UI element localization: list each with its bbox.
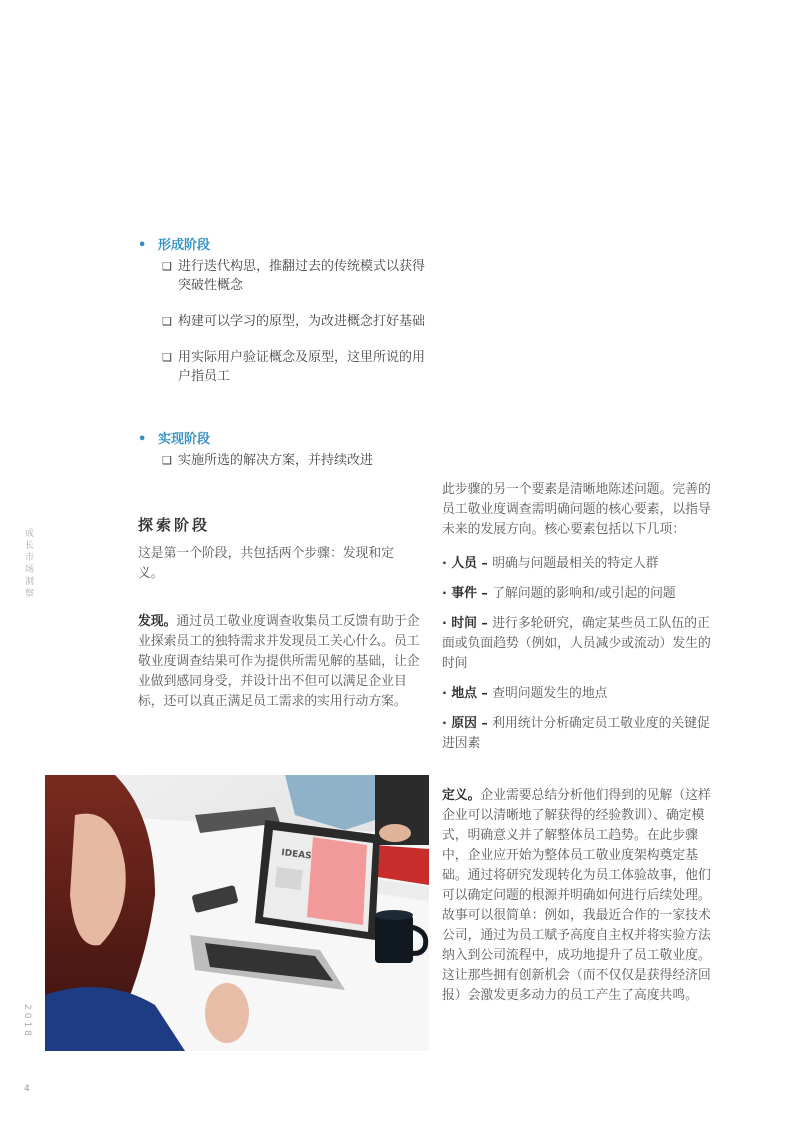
core-element-text: 了解问题的影响和/或引起的问题 xyxy=(492,586,676,601)
core-element-item: · 时间 – 进行多轮研究，确定某些员工队伍的正面或负面趋势（例如，人员减少或流动）发生的时间 xyxy=(442,616,711,671)
sidebar-report-title: 成长市场洞察 xyxy=(23,528,33,600)
core-element-text: 查明问题发生的地点 xyxy=(492,686,608,701)
core-element-item: · 人员 – 明确与问题最相关的特定人群 xyxy=(442,556,659,571)
list-item-text: 进行迭代构思，推翻过去的传统模式以获得突破性概念 xyxy=(178,259,426,293)
checkbox-bullet-icon: ❑ xyxy=(162,260,172,273)
explore-intro: 这是第一个阶段，共包括两个步骤：发现和定义。 xyxy=(138,546,394,581)
explore-section-title: 探索阶段 xyxy=(138,516,211,534)
core-element-text: 利用统计分析确定员工敬业度的关键促进因素 xyxy=(442,716,710,751)
discovery-text: 通过员工敬业度调查收集员工反馈有助于企业探索员工的独特需求并发现员工关心什么。员工敬业度调查结果可作为提供所需见解的基础，让企业做到感同身受，并设计出不但可以满足企业目标，还可以真正满足员工需求的实用行动方案。 xyxy=(138,614,420,709)
list-item xyxy=(162,312,428,331)
realization-phase-title: 实现阶段 xyxy=(158,432,211,447)
core-element-item: · 事件 – 了解问题的影响和/或引起的问题 xyxy=(442,586,676,601)
core-element-label: 时间 xyxy=(451,616,477,631)
definition-label: 定义。 xyxy=(442,788,481,803)
discovery-paragraph xyxy=(138,612,422,712)
list-item-text: 实施所选的解决方案，并持续改进 xyxy=(178,453,374,468)
discovery-label: 发现。 xyxy=(138,614,177,629)
core-element-text: 进行多轮研究，确定某些员工队伍的正面或负面趋势（例如，人员减少或流动）发生的时间 xyxy=(442,616,711,671)
core-element-item: · 原因 – 利用统计分析确定员工敬业度的关键促进因素 xyxy=(442,716,710,751)
laptop-screen-text: IDEAS xyxy=(280,848,313,862)
formation-phase-heading xyxy=(138,236,428,255)
list-item xyxy=(162,257,428,295)
sidebar-year: 2018 xyxy=(22,1004,32,1039)
definition-paragraph xyxy=(442,786,714,1006)
core-element-label: 地点 xyxy=(451,686,477,701)
realization-phase-heading xyxy=(138,430,428,449)
meeting-photo-illustration xyxy=(45,775,429,1051)
page-number: 4 xyxy=(24,1084,30,1094)
core-element-label: 原因 xyxy=(451,716,477,731)
checkbox-bullet-icon: ❑ xyxy=(162,351,172,364)
bullet-icon: • xyxy=(138,432,147,447)
core-elements-intro: 此步骤的另一个要素是清晰地陈述问题。完善的员工敬业度调查需明确问题的核心要素，以指导未来的发展方向。核心要素包括以下几项： xyxy=(442,482,711,537)
core-elements-column xyxy=(442,480,714,764)
core-element-item: · 地点 – 查明问题发生的地点 xyxy=(442,686,608,701)
core-element-text: 明确与问题最相关的特定人群 xyxy=(492,556,659,571)
definition-text: 企业需要总结分析他们得到的见解（这样企业可以清晰地了解获得的经验教训）、确定模式，明确意义并了解整体员工趋势。在此步骤中，企业应开始为整体员工敬业度架构奠定基础。通过将研究发现转化为员工体验故事，他们可以确定问题的根源并明确如何进行后续处理。故事可以很简单：例如，我最近合作的一家技术公司，通过为员工赋予高度自主权并将实验方法纳入到公司流程中，成功地提升了员工敬业度。这让那些拥有创新机会（而不仅仅是获得经济回报）会激发更多动力的员工产生了高度共鸣。 xyxy=(442,788,711,1003)
list-item-text: 用实际用户验证概念及原型，这里所说的用户指员工 xyxy=(178,350,426,384)
core-element-label: 人员 xyxy=(451,556,477,571)
list-item xyxy=(162,348,428,386)
checkbox-bullet-icon: ❑ xyxy=(162,454,172,467)
formation-phase xyxy=(138,236,428,386)
realization-phase xyxy=(138,430,428,470)
list-item-text: 构建可以学习的原型，为改进概念打好基础 xyxy=(178,314,426,329)
checkbox-bullet-icon: ❑ xyxy=(162,315,172,328)
bullet-icon: • xyxy=(138,238,147,253)
formation-phase-title: 形成阶段 xyxy=(158,238,211,253)
meeting-photo xyxy=(45,775,429,1051)
list-item xyxy=(162,451,428,470)
core-element-label: 事件 xyxy=(451,586,477,601)
